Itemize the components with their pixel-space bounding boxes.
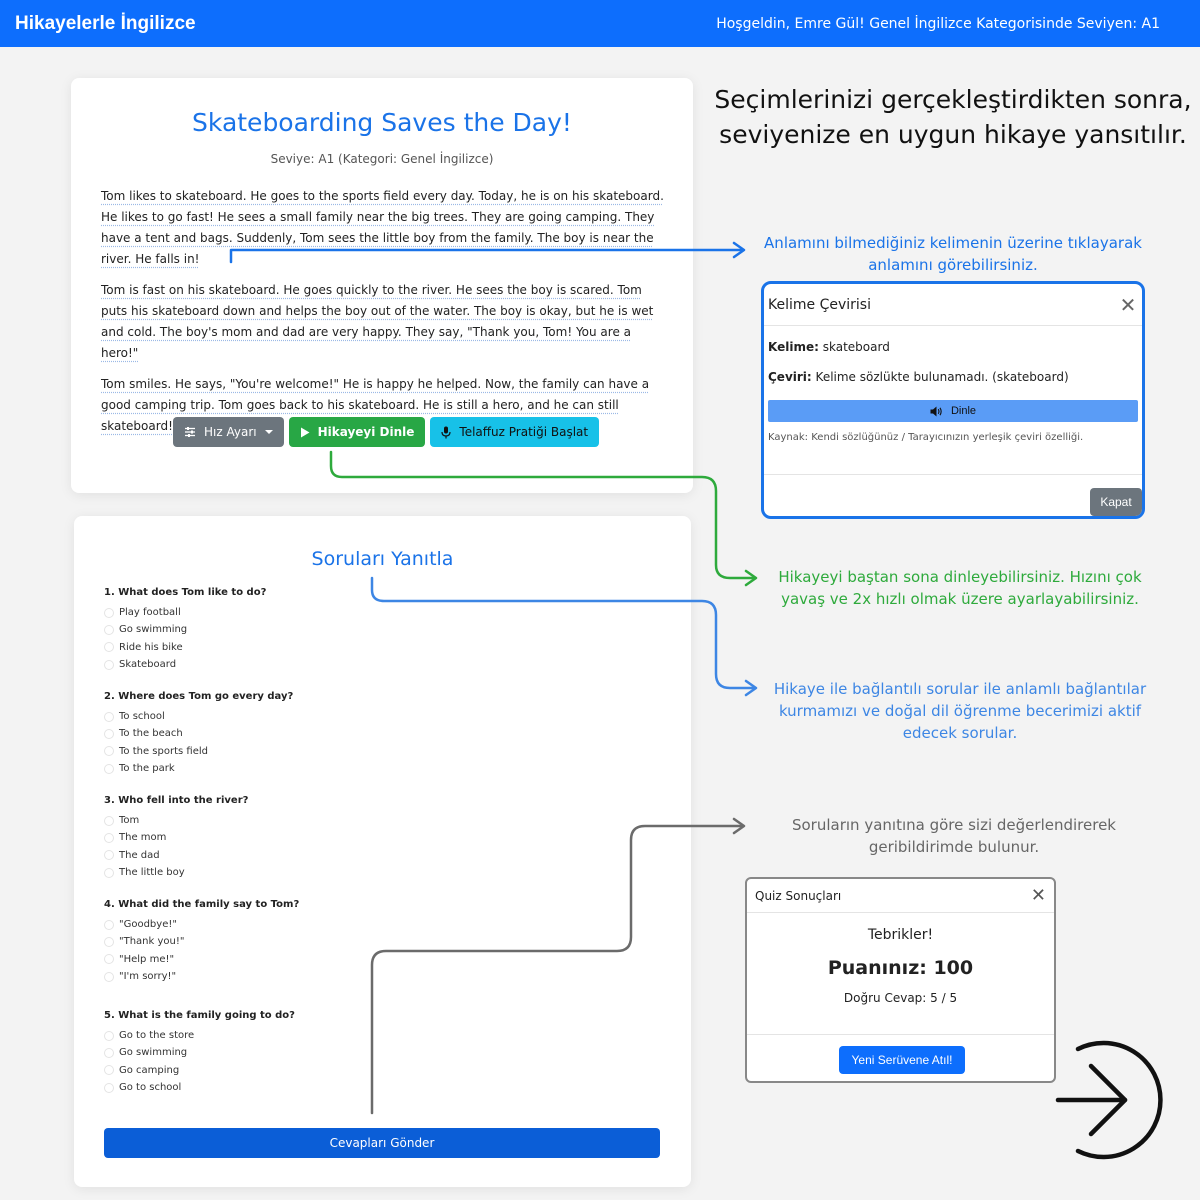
caret-down-icon [265, 429, 273, 435]
word-row [768, 340, 1138, 354]
option-label: The little boy [119, 867, 185, 879]
translation-value: Kelime sözlükte bulunamadı. (skateboard) [815, 370, 1069, 384]
radio-button[interactable] [104, 1065, 114, 1075]
annotation-word: Anlamını bilmediğiniz kelimenin üzerine tıklayarak anlamını görebilirsiniz. [764, 234, 1142, 274]
listen-word-label: Dinle [950, 405, 977, 417]
answer-option[interactable] [104, 812, 248, 829]
question-block [104, 899, 299, 985]
answer-option[interactable] [104, 829, 248, 846]
quiz-card [74, 516, 691, 1187]
option-label: "Help me!" [119, 953, 175, 965]
option-label: "Thank you!" [119, 936, 185, 948]
option-label: To the beach [119, 728, 183, 740]
question-title: 2. Where does Tom go every day? [104, 691, 294, 702]
radio-button[interactable] [104, 729, 114, 739]
radio-button[interactable] [104, 833, 114, 843]
option-label: To the park [119, 763, 175, 775]
radio-button[interactable] [104, 642, 114, 652]
story-paragraph[interactable]: Tom is fast on his skateboard. He goes quickly to the river. He sees the boy is scared. Tom puts his skateboard down and helps the boy out of the water. The boy is okay, but he is wet and cold. The boy's mom and dad are very happy. They say, "Thank you, Tom! You are a hero!" [101, 283, 654, 360]
annotation-heading: Seçimlerinizi gerçekleştirdikten sonra, seviyenize en uygun hikaye yansıtılır. [714, 85, 1192, 149]
radio-button[interactable] [104, 937, 114, 947]
answer-option[interactable] [104, 743, 293, 760]
option-label: The mom [119, 832, 167, 844]
annotation-feedback: Soruların yanıtına göre sizi değerlendirerek geribildirimde bulunur. [791, 816, 1116, 856]
answer-option[interactable] [104, 933, 299, 950]
option-label: Ride his bike [119, 641, 183, 653]
speed-dropdown-button[interactable] [173, 417, 284, 447]
word-label: Kelime: [768, 340, 819, 354]
radio-button[interactable] [104, 1083, 114, 1093]
modal-header [747, 879, 1054, 913]
story-card [71, 78, 693, 493]
pronunciation-practice-button[interactable] [430, 417, 599, 447]
pronunciation-label: Telaffuz Pratiği Başlat [459, 425, 589, 439]
quiz-title: Soruları Yanıtla [311, 548, 454, 570]
modal-footer [747, 1034, 1054, 1083]
answer-option[interactable] [104, 725, 293, 742]
radio-button[interactable] [104, 920, 114, 930]
option-label: "Goodbye!" [119, 919, 177, 931]
answer-option[interactable] [104, 847, 248, 864]
word-value: skateboard [822, 340, 890, 354]
option-label: Skateboard [119, 659, 177, 671]
radio-button[interactable] [104, 816, 114, 826]
close-button[interactable]: Kapat [1090, 488, 1142, 516]
option-label: "I'm sorry!" [119, 971, 177, 983]
listen-word-button[interactable] [768, 400, 1138, 422]
option-label: The dad [119, 849, 160, 861]
radio-button[interactable] [104, 608, 114, 618]
modal-footer [764, 474, 1145, 519]
quiz-results-modal [745, 877, 1056, 1083]
question-title: 1. What does Tom like to do? [104, 587, 267, 598]
radio-button[interactable] [104, 868, 114, 878]
top-navbar [0, 0, 1200, 47]
score-text: Puanınız: 100 [827, 957, 974, 979]
answer-option[interactable] [104, 864, 248, 881]
speaker-icon [930, 406, 943, 417]
story-text [101, 186, 666, 447]
question-title: 5. What is the family going to do? [104, 1010, 295, 1021]
modal-title: Kelime Çevirisi [768, 296, 871, 313]
option-label: To school [119, 711, 165, 723]
radio-button[interactable] [104, 746, 114, 756]
radio-button[interactable] [104, 712, 114, 722]
answer-option[interactable] [104, 760, 293, 777]
answer-option[interactable] [104, 916, 299, 933]
radio-button[interactable] [104, 764, 114, 774]
next-arrow-icon [1058, 1043, 1160, 1157]
option-label: Go to the store [119, 1030, 195, 1042]
answer-option[interactable] [104, 621, 266, 638]
story-level: Seviye: A1 (Kategori: Genel İngilizce) [270, 152, 494, 166]
source-note: Kaynak: Kendi sözlüğünüz / Tarayıcınızın yerleşik çeviri özelliği. [768, 432, 1084, 443]
translation-label: Çeviri: [768, 370, 812, 384]
speed-label: Hız Ayarı [204, 425, 257, 439]
question-block [104, 795, 248, 881]
radio-button[interactable] [104, 1031, 114, 1041]
option-label: Play football [119, 607, 181, 619]
modal-header [764, 284, 1142, 326]
radio-button[interactable] [104, 660, 114, 670]
radio-button[interactable] [104, 625, 114, 635]
story-controls [173, 417, 599, 447]
microphone-icon [441, 426, 451, 439]
radio-button[interactable] [104, 954, 114, 964]
play-icon [300, 427, 310, 438]
answer-option[interactable] [104, 951, 299, 968]
welcome-text: Hoşgeldin, Emre Gül! Genel İngilizce Kategorisinde Seviyen: A1 [716, 15, 1160, 32]
annotation-listen: Hikayeyi baştan sona dinleyebilirsiniz. Hızını çok yavaş ve 2x hızlı olmak üzere ayarlayabilirsiniz. [778, 568, 1142, 608]
brand-logo[interactable]: Hikayelerle İngilizce [15, 12, 196, 34]
listen-story-button[interactable] [289, 417, 426, 447]
option-label: Go swimming [119, 624, 188, 636]
answer-option[interactable] [104, 1062, 295, 1079]
modal-title: Quiz Sonuçları [755, 888, 842, 903]
modal-body [747, 927, 1054, 1005]
question-title: 4. What did the family say to Tom? [104, 899, 300, 910]
close-icon[interactable]: ✕ [1030, 885, 1046, 906]
submit-answers-button[interactable]: Cevapları Gönder [104, 1128, 660, 1158]
answer-option[interactable] [104, 656, 266, 673]
modal-body [764, 326, 1142, 443]
listen-story-label: Hikayeyi Dinle [317, 425, 415, 439]
radio-button[interactable] [104, 1048, 114, 1058]
answer-option[interactable] [104, 968, 299, 985]
question-block [104, 691, 293, 777]
answer-option[interactable] [104, 1027, 295, 1044]
new-adventure-button[interactable]: Yeni Serüvene Atıl! [839, 1046, 965, 1074]
option-label: Go to school [119, 1082, 182, 1094]
answer-option[interactable] [104, 708, 293, 725]
word-translation-modal [761, 281, 1145, 519]
correct-count: Doğru Cevap: 5 / 5 [843, 991, 958, 1005]
option-label: Go camping [119, 1064, 180, 1076]
answer-option[interactable] [104, 1079, 295, 1096]
option-label: To the sports field [119, 745, 208, 757]
translation-row [768, 370, 1138, 384]
question-block [104, 1010, 295, 1096]
close-icon[interactable]: ✕ [1119, 292, 1137, 317]
question-title: 3. Who fell into the river? [104, 795, 249, 806]
answer-option[interactable] [104, 1044, 295, 1061]
option-label: Tom [119, 815, 140, 827]
answer-option[interactable] [104, 604, 266, 621]
story-paragraph[interactable]: Tom smiles. He says, "You're welcome!" He is happy he helped. Now, the family can have a good camping trip. Tom goes back to his skateboard. He is still a hero, and he can still skateboard! [101, 377, 650, 433]
radio-button[interactable] [104, 972, 114, 982]
question-block [104, 587, 266, 673]
congrats-text: Tebrikler! [867, 927, 934, 943]
radio-button[interactable] [104, 850, 114, 860]
answer-option[interactable] [104, 639, 266, 656]
sliders-icon [184, 426, 196, 438]
story-paragraph[interactable]: Tom likes to skateboard. He goes to the sports field every day. Today, he is on his skateboard. He likes to go fast! He sees a small family near the big trees. They are going camping. They have a tent and bags. Suddenly, Tom sees the little boy from the family. The boy is near the river. He falls in! [101, 189, 664, 266]
annotation-questions: Hikaye ile bağlantılı sorular ile anlamlı bağlantılar kurmamızı ve doğal dil öğrenme becerimizi aktif edecek sorular. [773, 680, 1147, 742]
story-title: Skateboarding Saves the Day! [192, 108, 572, 137]
option-label: Go swimming [119, 1047, 188, 1059]
